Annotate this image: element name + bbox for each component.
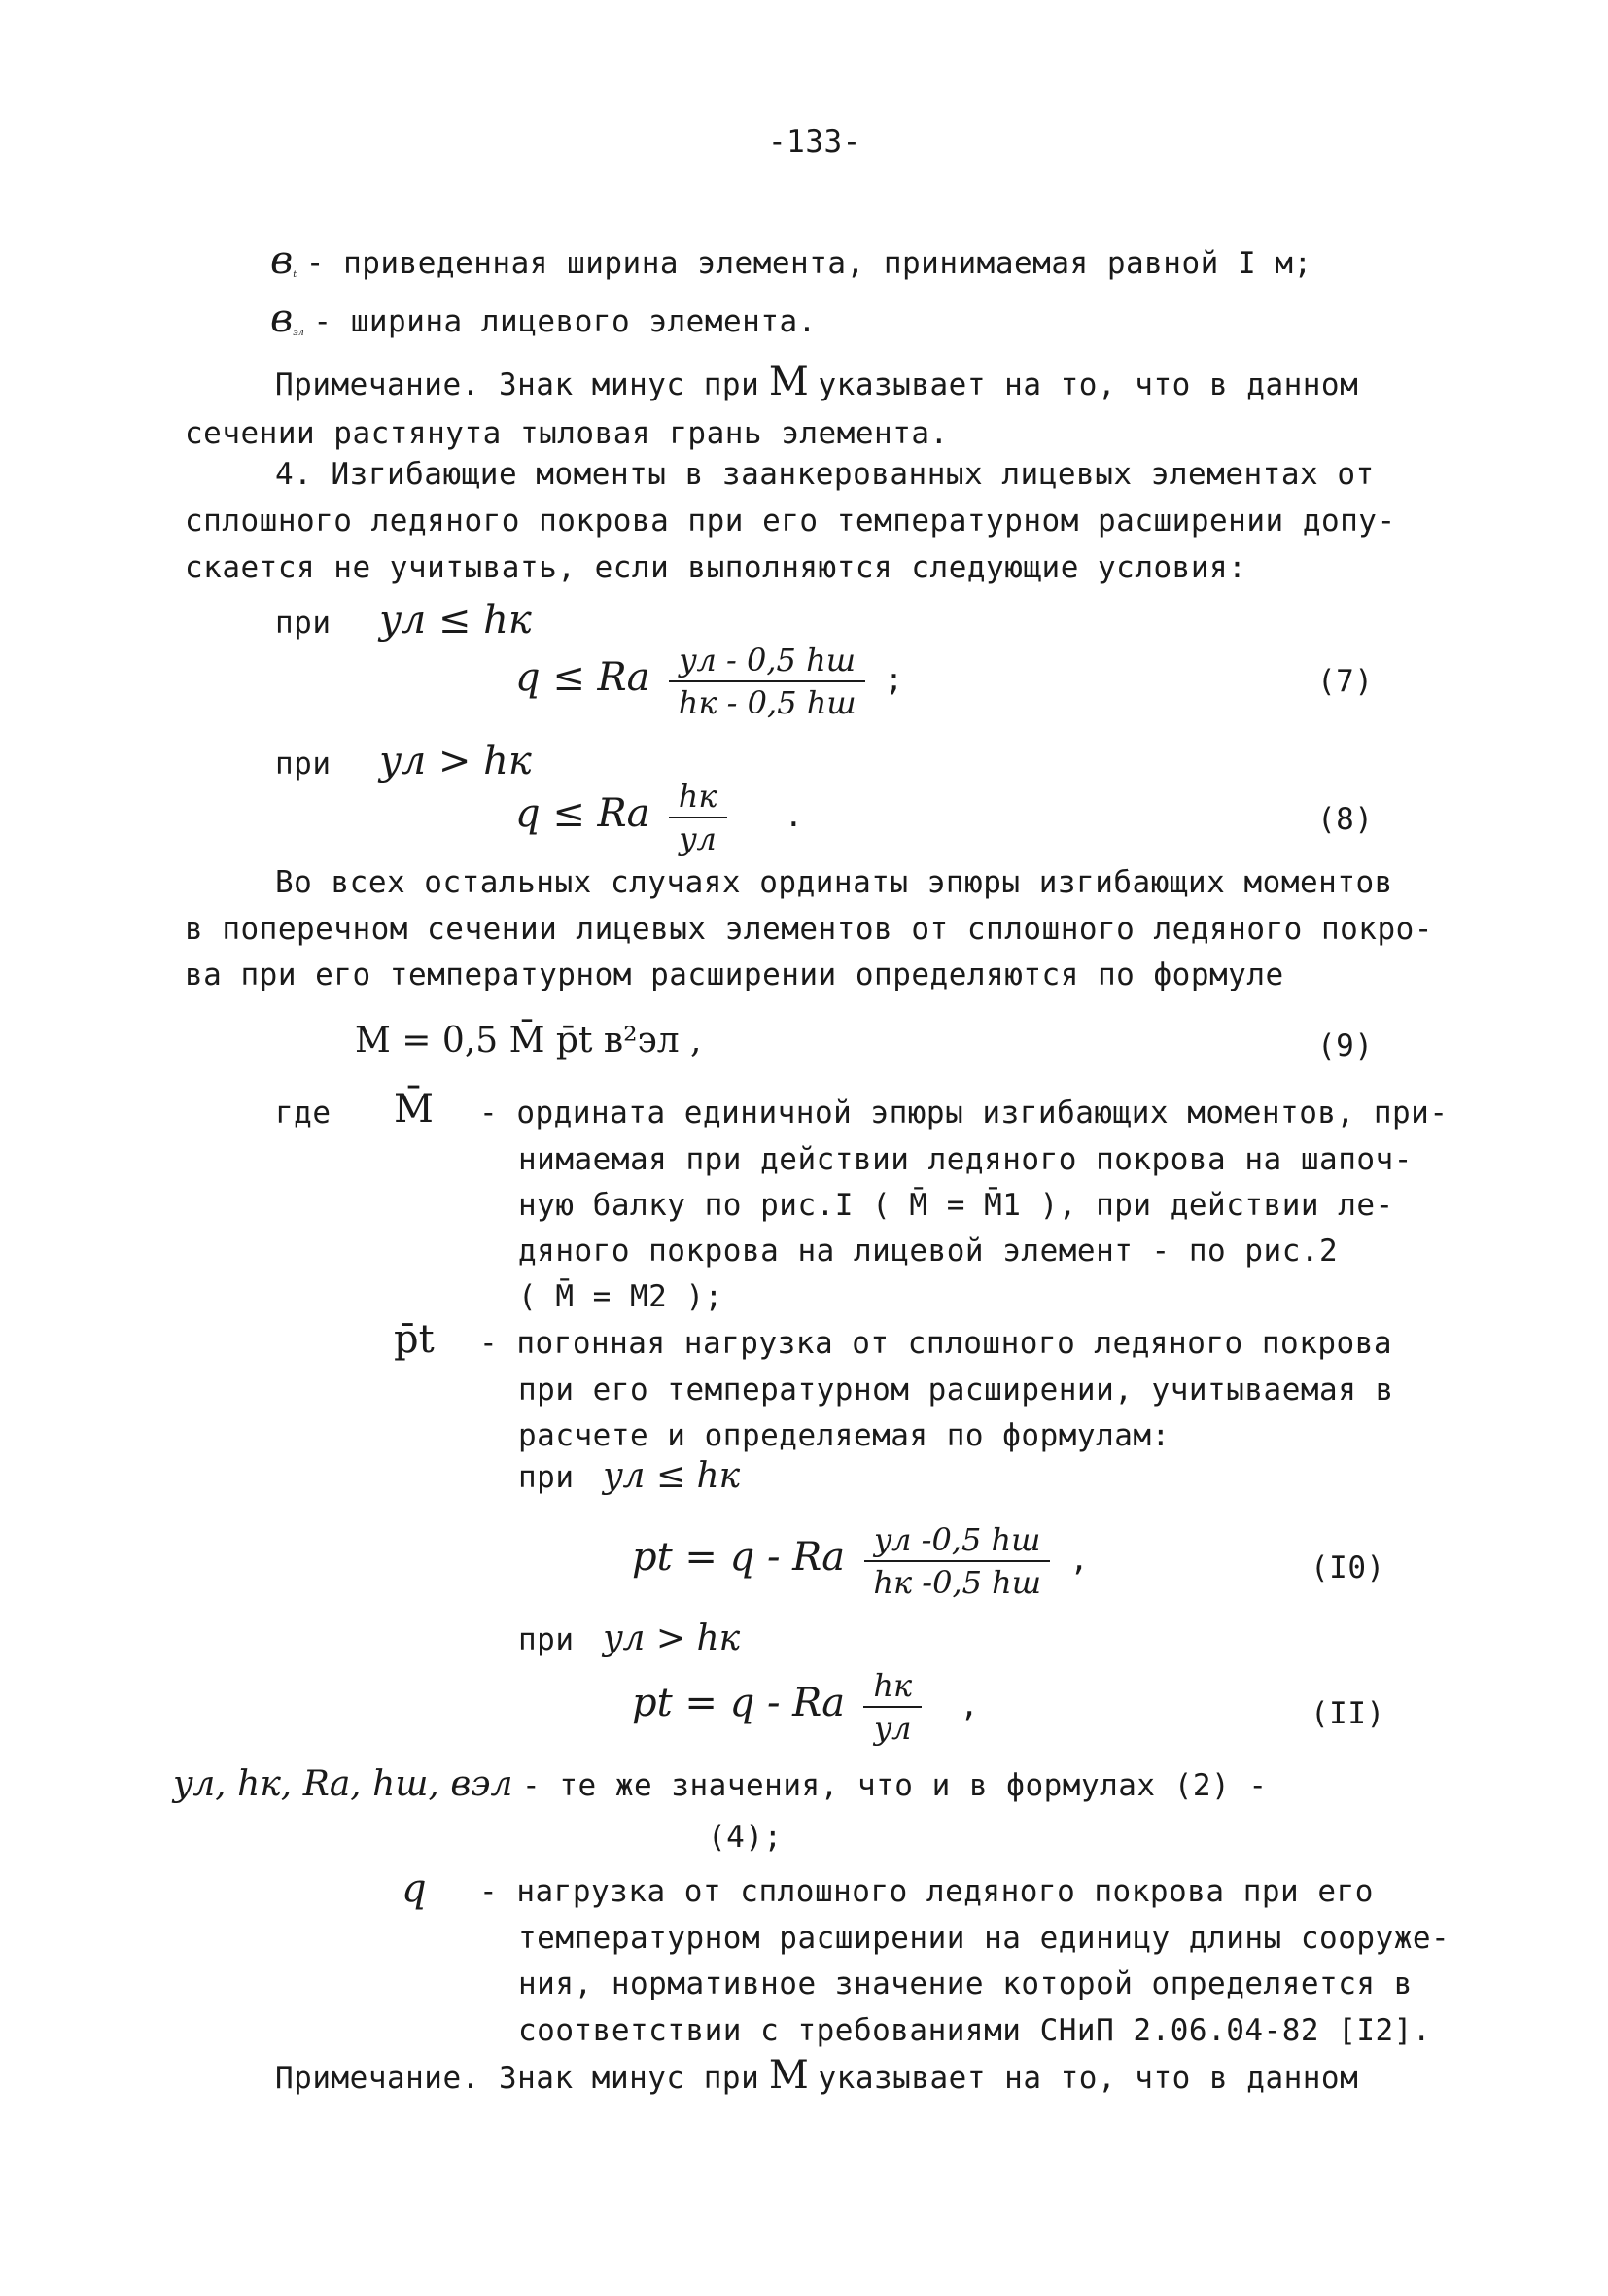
def-pt-line3: расчете и определяемая по формулам: — [518, 1418, 1171, 1453]
def-m-line3: ную балку по рис.I ( M̄ = M̄1 ), при действии ле- — [518, 1188, 1394, 1223]
note2-line1: Примечание. Знак минус при M указывает на то, что в данном — [275, 2053, 1359, 2098]
note1-line2: сечении растянута тыловая грань элемента. — [185, 416, 949, 451]
note1-symbol: M — [768, 360, 809, 404]
def-q-line4: соответствии с требованиями СНиП 2.06.04-82 [I2]. — [518, 2013, 1432, 2048]
para-line3: ва при его температурном расширении определяются по формуле — [185, 957, 1284, 992]
note1-line1: Примечание. Знак минус при M указывает на то, что в данном — [275, 360, 1359, 404]
para-line1: Во всех остальных случаях ординаты эпюры изгибающих моментов — [275, 865, 1393, 900]
def-bt: $в_t$ - приведенная ширина элемента, принимаемая равной I м; — [270, 238, 1312, 283]
equation-7-number: (7) — [1317, 664, 1374, 699]
def-text: - ширина лицевого элемента. — [313, 304, 817, 339]
def-bel: $в_{эл}$ - ширина лицевого элемента. — [270, 296, 817, 341]
condition-2: при yл > hк — [275, 739, 532, 783]
equation-8: q ≤ Rа $\frac{hк}{yл}$ . — [515, 778, 804, 857]
item4-line2: сплошного ледяного покрова при его температурном расширении допу- — [185, 504, 1396, 539]
condition-1: при yл ≤ hк — [275, 598, 532, 643]
condition-3: при yл ≤ hк — [518, 1456, 741, 1496]
equation-9-number: (9) — [1317, 1028, 1374, 1063]
def-q-line2: температурном расширении на единицу длины сооруже- — [518, 1921, 1451, 1956]
para-line2: в поперечном сечении лицевых элементов от сплошного ледяного покро- — [185, 912, 1433, 947]
page-number: -133- — [768, 124, 861, 159]
where-label: где — [275, 1096, 332, 1131]
def-m-line2: нимаемая при действии ледяного покрова на шапоч- — [518, 1142, 1413, 1177]
equation-10: pt = q - Rа $\frac{yл -0,5 hш}{hк -0,5 hш}$ , — [632, 1521, 1089, 1601]
def-pt-line2: при его температурном расширении, учитываемая в — [518, 1373, 1394, 1408]
equation-11: pt = q - Rа $\frac{hк}{yл}$ , — [632, 1667, 979, 1747]
equation-9: M = 0,5 M̄ p̄t в²эл , — [355, 1021, 702, 1061]
item4-line1: 4. Изгибающие моменты в заанкерованных лицевых элементах от — [275, 457, 1375, 492]
def-q-line1: - нагрузка от сплошного ледяного покрова при его — [479, 1874, 1374, 1909]
def-same-line2: (4); — [708, 1820, 783, 1855]
def-text: - приведенная ширина элемента, принимаемая равной I м; — [305, 246, 1312, 281]
def-m-line4: дяного покрова на лицевой элемент - по рис.2 — [518, 1234, 1339, 1269]
def-m-line5: ( M̄ = M2 ); — [518, 1279, 723, 1314]
def-symbol: в — [270, 296, 294, 341]
def-same-values: yл, hк, Rа, hш, вэл - те же значения, что и в формулах (2) - — [173, 1764, 1268, 1804]
item4-line3: скается не учитывать, если выполняются следующие условия: — [185, 550, 1247, 585]
equation-10-number: (I0) — [1311, 1550, 1385, 1585]
def-m-symbol: M̄ — [394, 1087, 434, 1131]
def-m-line1: - ордината единичной эпюры изгибающих моментов, при- — [479, 1096, 1449, 1131]
def-pt-line1: - погонная нагрузка от сплошного ледяного покрова — [479, 1326, 1393, 1361]
equation-7: q ≤ Rа $\frac{yл - 0,5 hш}{hк - 0,5 hш}$ ; — [515, 642, 904, 721]
def-q-symbol: q — [402, 1866, 427, 1911]
equation-8-number: (8) — [1317, 802, 1374, 837]
condition-4: при yл > hк — [518, 1618, 741, 1658]
def-q-line3: ния, нормативное значение которой определяется в — [518, 1966, 1413, 2001]
note2-symbol: M — [768, 2053, 809, 2098]
def-symbol: в — [270, 238, 294, 283]
def-pt-symbol: p̄t — [394, 1317, 435, 1362]
equation-11-number: (II) — [1311, 1696, 1385, 1731]
